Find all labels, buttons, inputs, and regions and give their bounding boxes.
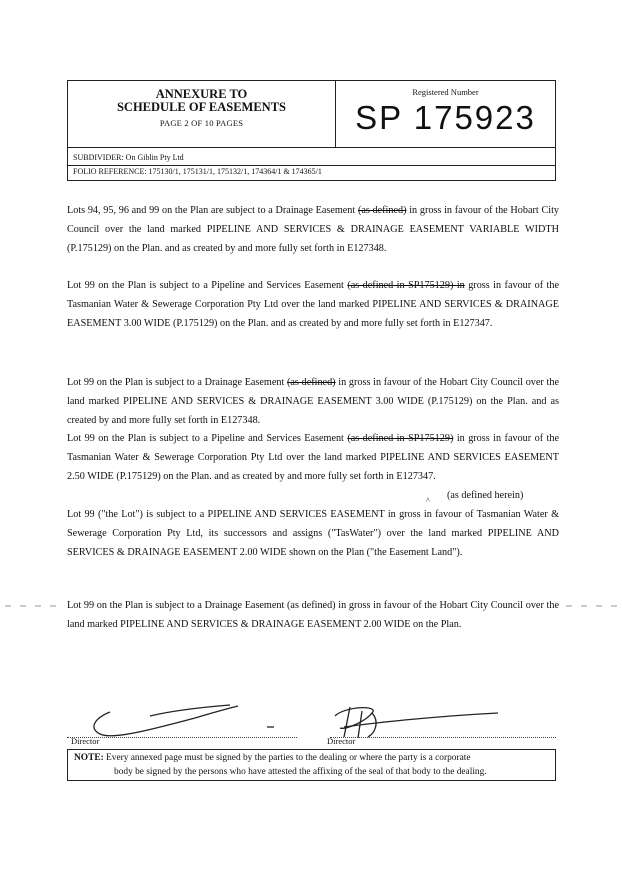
left-director-label: Director <box>71 736 100 746</box>
p3-text: Lot 99 on the Plan is subject to a Drainage Easement <box>67 377 288 388</box>
p1-text-rest: in gross in favour of the Hobart City Council over the land marked PIPELINE AND SERVICES & DRAINAGE EASEMENT VARIABLE WIDTH (P.175129) on the Plan. and as created by and more fully set forth in E127348. <box>67 205 559 255</box>
subdivider-info <box>67 148 556 181</box>
p1-struck-text: (as defined) <box>357 205 407 216</box>
easement-paragraph-1 <box>67 201 559 259</box>
easement-paragraph-6 <box>67 596 559 634</box>
note-line2: body be signed by the persons who have attested the affixing of the seal of that body to the dealing. <box>114 766 487 777</box>
p2-text: Lot 99 on the Plan is subject to a Pipeline and Services Easement <box>67 280 348 291</box>
left-signature-line <box>67 737 297 738</box>
right-director-label: Director <box>327 736 356 746</box>
annexure-header <box>67 80 556 148</box>
annexure-title-cell <box>68 81 336 147</box>
p2-struck-text: (as defined in SP175129) in <box>347 280 465 291</box>
p3-text-rest: in gross in favour of the Hobart City Council over the land marked PIPELINE AND SERVICES & DRAINAGE EASEMENT 3.00 WIDE (P.175129) on the Plan. and as created by and more fully set forth in E127348. <box>67 377 559 427</box>
p4-text-rest: in gross in favour of the Tasmanian Water & Sewerage Corporation Pty Ltd over the land marked PIPELINE AND SERVICES EASEMENT 2.50 WIDE (P.175129) on the Plan. and as created by and more fully set forth in E127347. <box>67 433 559 483</box>
registered-number: SP 175923 <box>355 99 536 136</box>
p4-text: Lot 99 on the Plan is subject to a Pipeline and Services Easement <box>67 433 348 444</box>
page-indicator: PAGE 2 OF 10 PAGES <box>159 118 244 128</box>
folio-reference: FOLIO REFERENCE: 175130/1, 175131/1, 175132/1, 174364/1 & 174365/1 <box>68 165 555 177</box>
subdivider: SUBDIVIDER: On Giblin Pty Ltd <box>73 153 184 162</box>
annexure-title-line2: SCHEDULE OF EASEMENTS <box>116 100 287 114</box>
handwritten-insertion: (as defined herein) <box>447 490 524 501</box>
easement-paragraph-4 <box>67 429 559 487</box>
p4-struck-text: (as defined in SP175129) <box>347 433 454 444</box>
registered-number-cell <box>336 81 555 147</box>
p1-text: Lots 94, 95, 96 and 99 on the Plan are subject to a Drainage Easement <box>67 205 358 216</box>
right-signature-line <box>330 737 556 738</box>
left-signature <box>94 705 238 736</box>
p6-text: Lot 99 on the Plan is subject to a Drainage Easement (as defined) in gross in favour of the Hobart City Council over the land marked PIPELINE AND SERVICES & DRAINAGE EASEMENT 2.00 WIDE on the Plan. <box>67 600 559 631</box>
p5-text: Lot 99 ("the Lot") is subject to a PIPELINE AND SERVICES EASEMENT in gross in favour of Tasmanian Water & Sewerage Corporation Pty Ltd, its successors and assigns ("TasWater") over the land marked PIPELINE AND SERVICES & DRAINAGE EASEMENT 2.00 WIDE shown on the Plan ("the Easement Land"). <box>67 509 559 559</box>
right-signature <box>335 707 498 738</box>
note-line1: Every annexed page must be signed by the parties to the dealing or where the party is a corporate <box>106 753 471 763</box>
p3-struck-text: (as defined) <box>287 377 336 388</box>
signing-note <box>67 749 556 781</box>
p2-text-rest: gross in favour of the Tasmanian Water & Sewerage Corporation Pty Ltd over the land marked PIPELINE AND SERVICES & DRAINAGE EASEMENT 3.00 WIDE (P.175129) on the Plan. and as created by and more fully set forth in E127347. <box>67 280 559 330</box>
easement-paragraph-3 <box>67 373 559 431</box>
registered-number-label: Registered Number <box>412 87 479 97</box>
easement-paragraph-2 <box>67 276 559 334</box>
note-label: NOTE: <box>74 753 104 763</box>
insertion-caret: ^ <box>426 496 430 505</box>
annexure-title-line1: ANNEXURE TO <box>155 87 248 101</box>
easement-paragraph-5 <box>67 505 559 563</box>
